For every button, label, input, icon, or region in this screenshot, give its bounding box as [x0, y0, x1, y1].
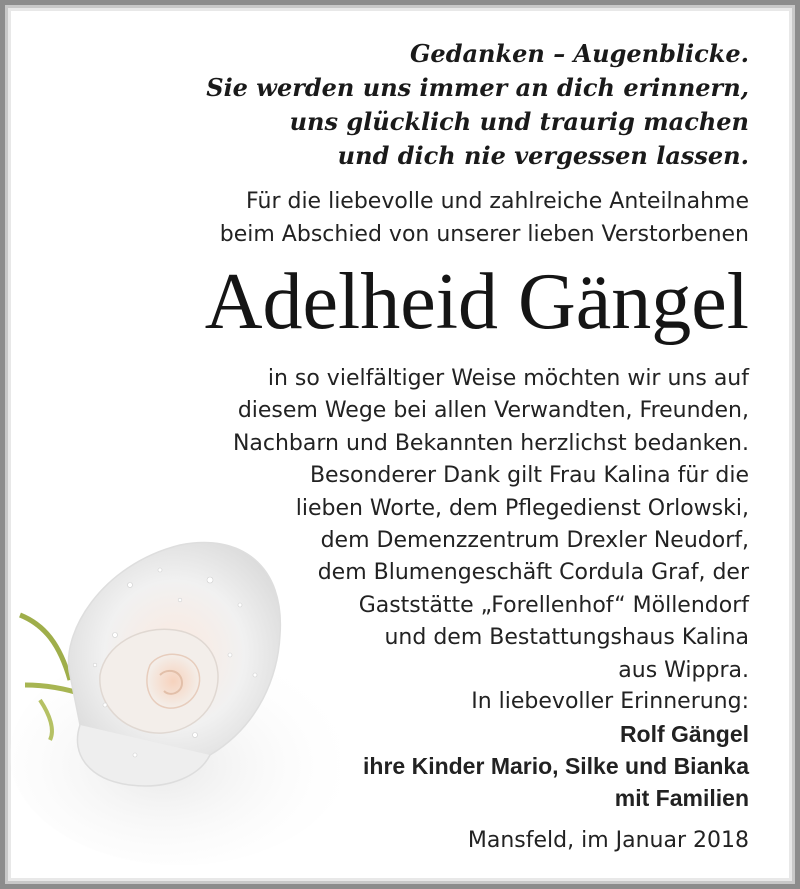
thanks-line: diesem Wege bei allen Verwandten, Freunden,	[237, 398, 749, 424]
intro-line: Für die liebevolle und zahlreiche Anteilnahme	[246, 189, 749, 214]
thanks-line: aus Wippra.	[618, 657, 749, 683]
poem-line: und dich nie vergessen lassen.	[337, 141, 749, 170]
memorial-poem	[206, 37, 749, 173]
intro-text	[220, 185, 749, 251]
intro-line: beim Abschied von unserer lieben Verstorbenen	[219, 222, 749, 247]
thanks-line: in so vielfältiger Weise möchten wir uns auf	[267, 366, 749, 391]
thanks-line: lieben Worte, dem Pflegedienst Orlowski,	[295, 495, 749, 521]
place-and-date: Mansfeld, im Januar 2018	[467, 828, 749, 853]
thanks-line: Nachbarn und Bekannten herzlichst bedanken.	[232, 430, 749, 456]
poem-line: Sie werden uns immer an dich erinnern,	[206, 73, 749, 102]
mourner-name: ihre Kinder Mario, Silke und Bianka	[363, 753, 749, 779]
thanks-line: Besonderer Dank gilt Frau Kalina für die	[309, 463, 749, 489]
thanks-line: dem Demenzzentrum Drexler Neudorf,	[320, 528, 749, 554]
poem-line: Gedanken – Augenblicke.	[409, 39, 749, 68]
closing-salutation: In liebevoller Erinnerung:	[471, 689, 749, 714]
mourner-name: Rolf Gängel	[619, 721, 749, 747]
mourner-name: mit Familien	[614, 785, 749, 811]
deceased-name: Adelheid Gängel	[204, 258, 749, 346]
thanks-line: dem Blumengeschäft Cordula Graf, der	[317, 560, 749, 586]
thanks-line: und dem Bestattungshaus Kalina	[384, 625, 749, 651]
thanks-text	[233, 363, 749, 687]
poem-line: uns glücklich und traurig machen	[289, 107, 749, 136]
thanks-line: Gaststätte „Forellenhof“ Möllendorf	[358, 592, 749, 618]
closing-signature	[363, 686, 749, 814]
